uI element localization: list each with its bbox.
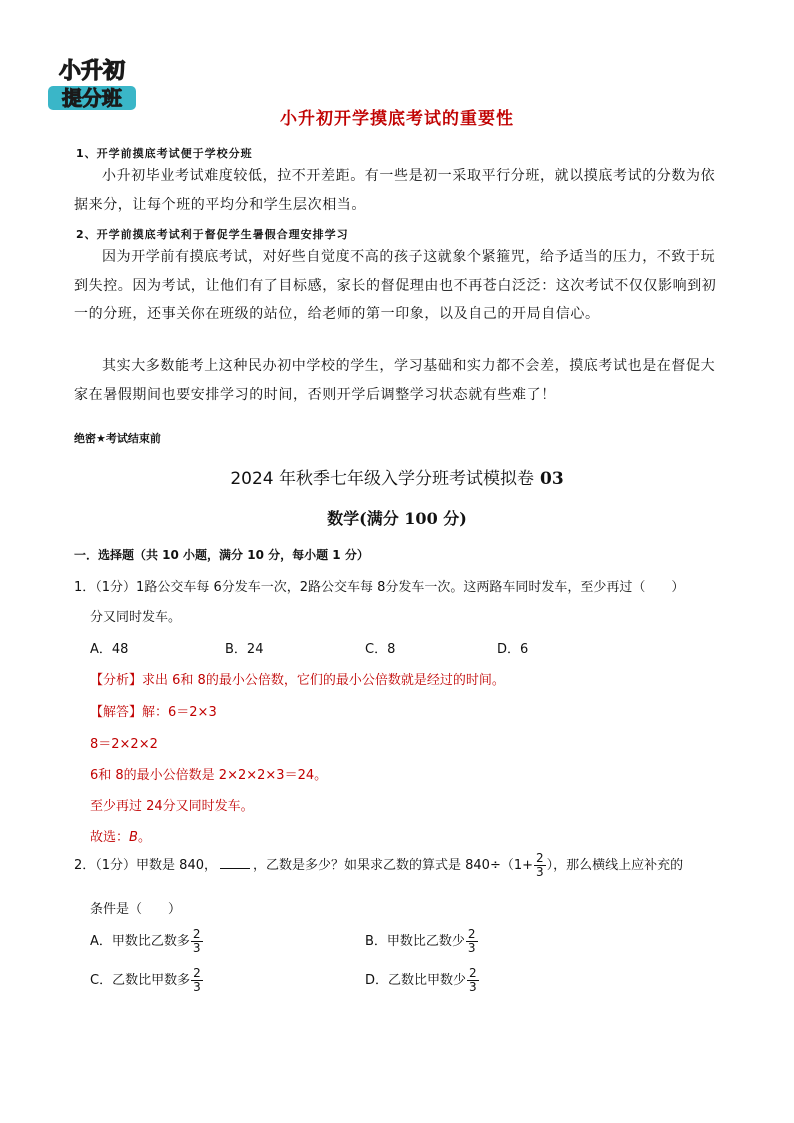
q2-option-b-fraction xyxy=(466,928,478,955)
q1-step2: 6和 8的最小公倍数是 2×2×2×3＝24。 xyxy=(90,768,328,783)
fraction-numerator: 2 xyxy=(193,966,201,980)
q2-option-c xyxy=(90,967,204,994)
q1-option-a: A．48 xyxy=(90,642,129,657)
q1-choice-suffix: 。 xyxy=(137,830,151,845)
fraction-numerator: 2 xyxy=(192,927,201,941)
q2-option-a xyxy=(90,928,204,955)
section1-body: 小升初毕业考试难度较低，拉不开差距。有一些是初一采取平行分班，就以摸底考试的分数为依据来分，让每个班的平均分和学生层次相当。 xyxy=(74,168,716,213)
fraction-denominator: 3 xyxy=(467,941,476,955)
exam-title-text: 2024 年秋季七年级入学分班考试模拟卷 xyxy=(230,469,534,489)
section2-heading: 2、开学前摸底考试利于督促学生暑假合理安排学习 xyxy=(76,228,349,241)
q1-analysis-text: 求出 6和 8的最小公倍数，它们的最小公倍数就是经过的时间。 xyxy=(142,673,505,688)
q2-option-d-text: D．乙数比甲数少 xyxy=(365,973,467,988)
logo-line1: 小升初 xyxy=(58,59,126,84)
q2-blank xyxy=(220,856,250,869)
fraction-numerator: 2 xyxy=(536,851,544,865)
q2-stem-fraction xyxy=(534,852,546,879)
fraction-denominator: 3 xyxy=(192,941,201,955)
q1-option-d: D．6 xyxy=(497,642,529,657)
intro-title: 小升初开学摸底考试的重要性 xyxy=(280,109,514,129)
q1-stem-line2: 分又同时发车。 xyxy=(90,610,182,625)
q2-stem-part3: ），那么横线上应补充的 xyxy=(546,858,684,873)
q1-step1: 8＝2×2×2 xyxy=(90,737,158,752)
q1-step3: 至少再过 24分又同时发车。 xyxy=(90,799,254,814)
q1-option-b: B．24 xyxy=(225,642,264,657)
q2-option-b xyxy=(365,928,479,955)
q1-choice-prefix: 故选： xyxy=(90,830,130,845)
q2-stem-line2: 条件是（ ） xyxy=(90,902,182,917)
q1-option-c: C．8 xyxy=(365,642,396,657)
part-heading: 一．选择题（共 10 小题，满分 10 分，每小题 1 分） xyxy=(74,548,369,562)
q1-answer-tag: 【解答】 xyxy=(90,705,143,720)
q1-analysis-tag: 【分析】 xyxy=(90,673,143,688)
section2-body2: 其实大多数能考上这种民办初中学校的学生，学习基础和实力都不会差，摸底考试也是在督促大家在暑假期间也要安排学习的时间，否则开学后调整学习状态就有些难了！ xyxy=(74,358,716,403)
section1-heading: 1、开学前摸底考试便于学校分班 xyxy=(76,147,253,160)
q2-option-d-fraction xyxy=(467,967,479,994)
q2-option-c-text: C．乙数比甲数多 xyxy=(90,973,191,988)
fraction-numerator: 2 xyxy=(467,927,476,941)
q2-option-a-fraction xyxy=(191,928,203,955)
exam-title xyxy=(0,464,794,489)
exam-subject: 数学(满分 100 分) xyxy=(327,509,467,528)
q2-stem-line1 xyxy=(74,852,683,879)
q1-choice-letter: B xyxy=(129,830,138,845)
section2-body1: 因为开学前有摸底考试，对好些自觉度不高的孩子这就象个紧箍咒，给予适当的压力，不致于玩到失控。因为考试，让他们有了目标感，家长的督促理由也不再苍白泛泛：这次考试不仅仅影响到初一的分班，还事关你在班级的站位，给老师的第一印象，以及自己的开局自信心。 xyxy=(74,249,717,322)
q1-analysis xyxy=(90,669,505,688)
q2-option-c-fraction xyxy=(191,967,203,994)
q1-answer xyxy=(90,701,217,720)
fraction-denominator: 3 xyxy=(536,865,544,879)
q2-stem-part1: 2．（1分）甲数是 840， xyxy=(74,858,217,873)
fraction-denominator: 3 xyxy=(469,980,477,994)
fraction-denominator: 3 xyxy=(193,980,201,994)
q2-option-b-text: B．甲数比乙数少 xyxy=(365,934,465,949)
q2-stem-part2: ，乙数是多少？如果求乙数的算式是 840÷（1+ xyxy=(253,858,534,873)
q1-stem-line1: 1．（1分）1路公交车每 6分发车一次，2路公交车每 8分发车一次。这两路车同时发车，至少再过（ ） xyxy=(74,580,685,595)
q2-option-a-text: A．甲数比乙数多 xyxy=(90,934,190,949)
q1-answer-start: 解：6＝2×3 xyxy=(142,705,217,720)
logo-line2: 提分班 xyxy=(62,86,122,110)
secret-label: 绝密★考试结束前 xyxy=(74,432,161,445)
q2-option-d xyxy=(365,967,480,994)
q1-choice xyxy=(90,826,151,845)
fraction-numerator: 2 xyxy=(469,966,477,980)
exam-title-number: 03 xyxy=(540,469,564,489)
